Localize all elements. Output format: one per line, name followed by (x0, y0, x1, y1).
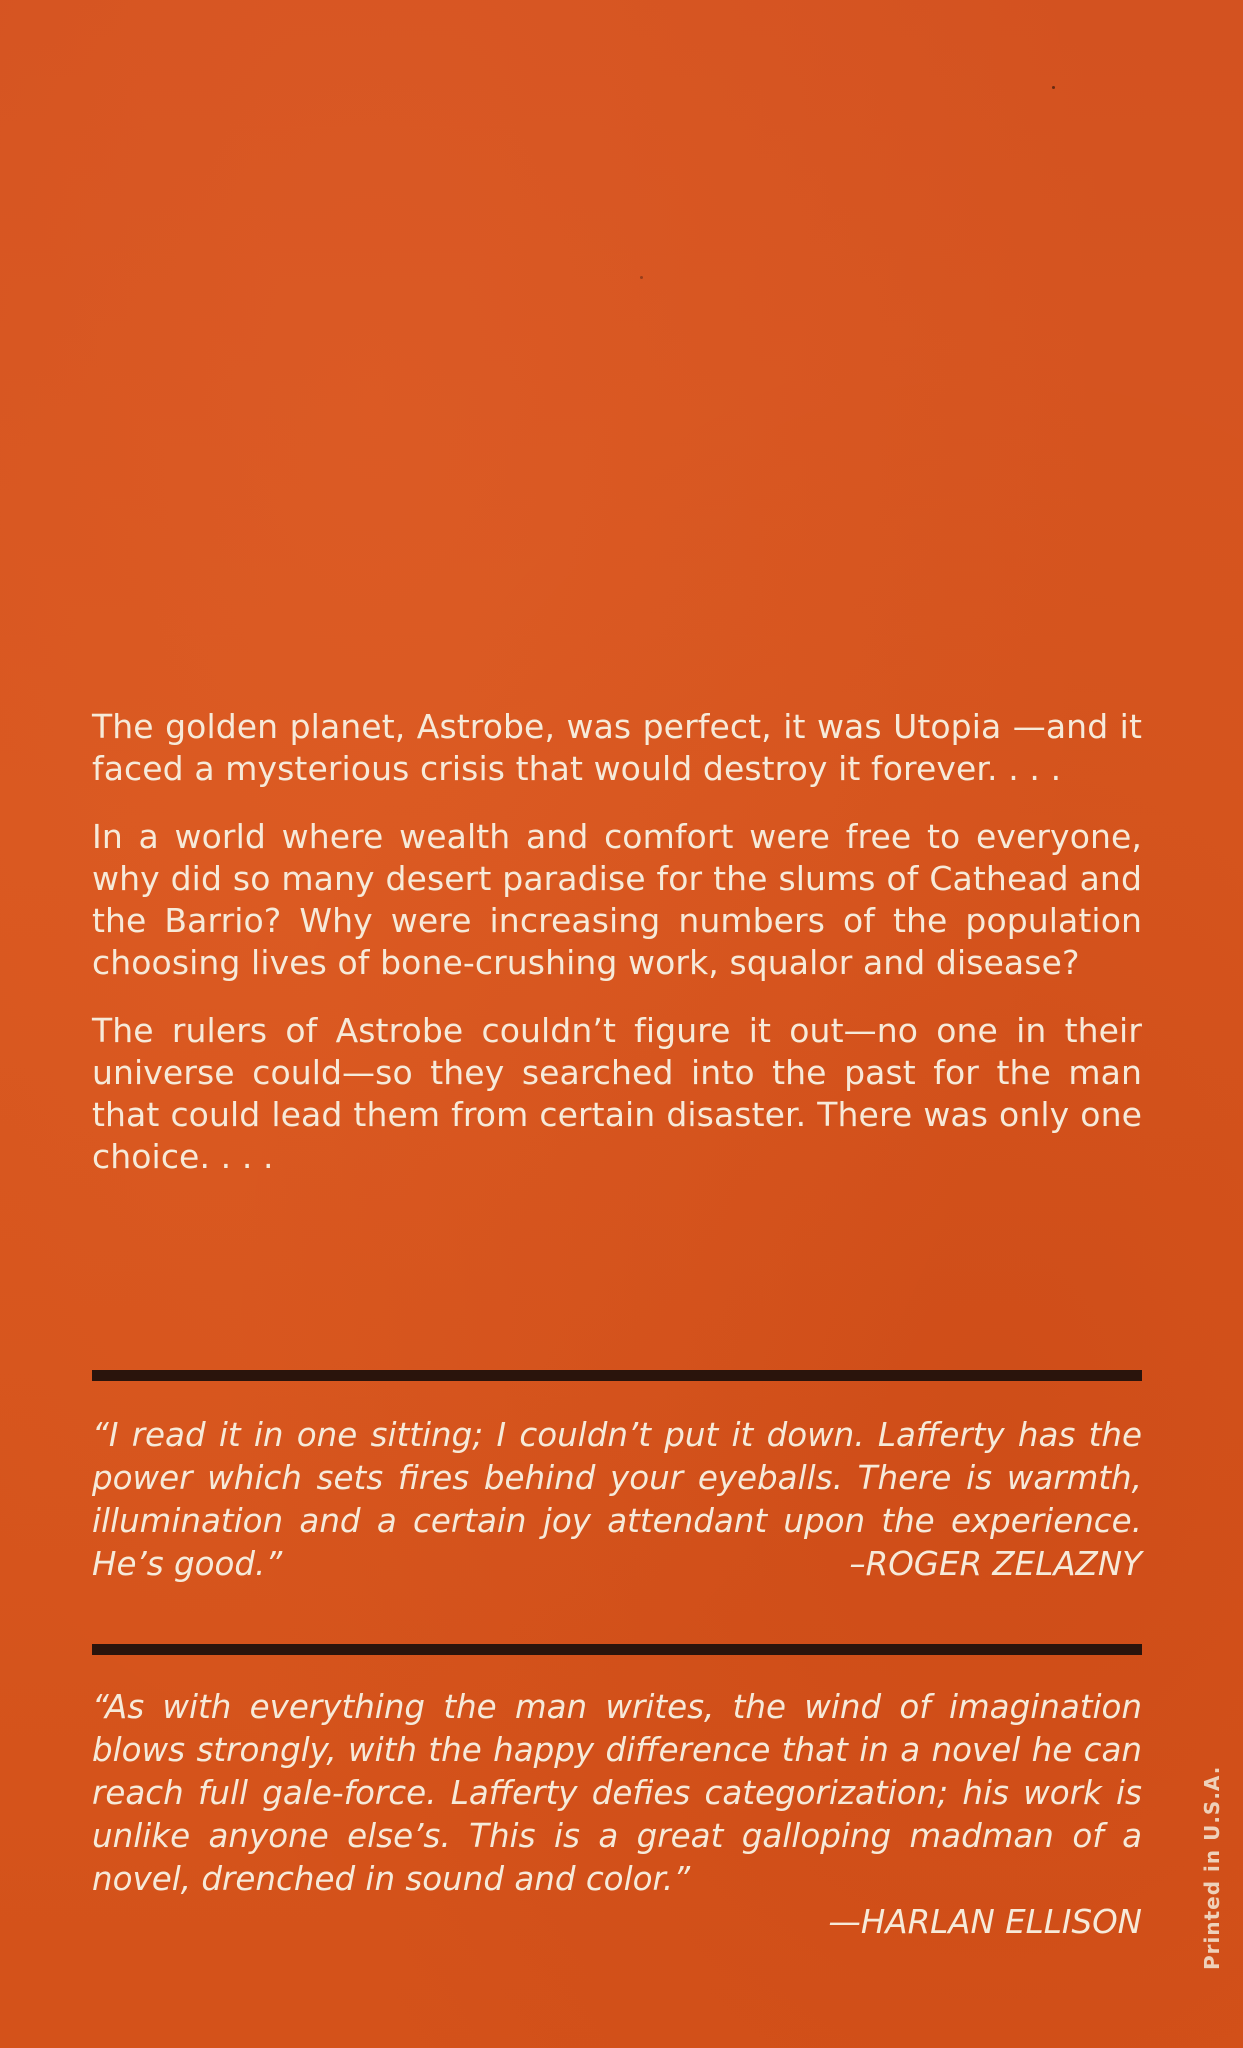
blurb-paragraph-2: In a world where wealth and comfort were free to everyone, why did so many desert paradise for the slums of Cathead and the Barrio? Why were increasing numbers of the population choosing lives of bone-crushing work, squalor and disease? (92, 817, 1142, 982)
divider-rule (92, 1370, 1142, 1381)
quote-text: “As with everything the man writes, the wind of imagination blows strongly, with the happy difference that in a novel he can reach full gale-force. Lafferty defies categorization; his work is unlike anyone else’s. This is a great galloping madman of a novel, drenched in sound and color.” (92, 1688, 1142, 1898)
review-quote-ellison (92, 1686, 1142, 1944)
blurb-paragraph-1: The golden planet, Astrobe, was perfect, it was Utopia —and it faced a mysterious crisis that would destroy it forever. . . . (92, 707, 1142, 788)
quote-attribution: —HARLAN ELLISON (828, 1903, 1142, 1941)
print-speck (1052, 86, 1055, 89)
quote-text: “I read it in one sitting; I couldn’t put it down. Lafferty has the power which sets fires behind your eyeballs. There is warmth, illumination and a certain joy attendant upon the experience. He’s good.” (92, 1416, 1142, 1583)
divider-rule (92, 1644, 1142, 1655)
quote-attribution: –ROGER ZELAZNY (849, 1545, 1142, 1583)
print-speck (640, 276, 643, 279)
review-quote-zelazny (92, 1414, 1142, 1586)
printed-in-usa-imprint: Printed in U.S.A. (1200, 1765, 1224, 1970)
blurb-text (92, 706, 1142, 1204)
blurb-paragraph-3: The rulers of Astrobe couldn’t figure it out—no one in their universe could—so they searched into the past for the man that could lead them from certain disaster. There was only one choice. . . . (92, 1011, 1142, 1176)
